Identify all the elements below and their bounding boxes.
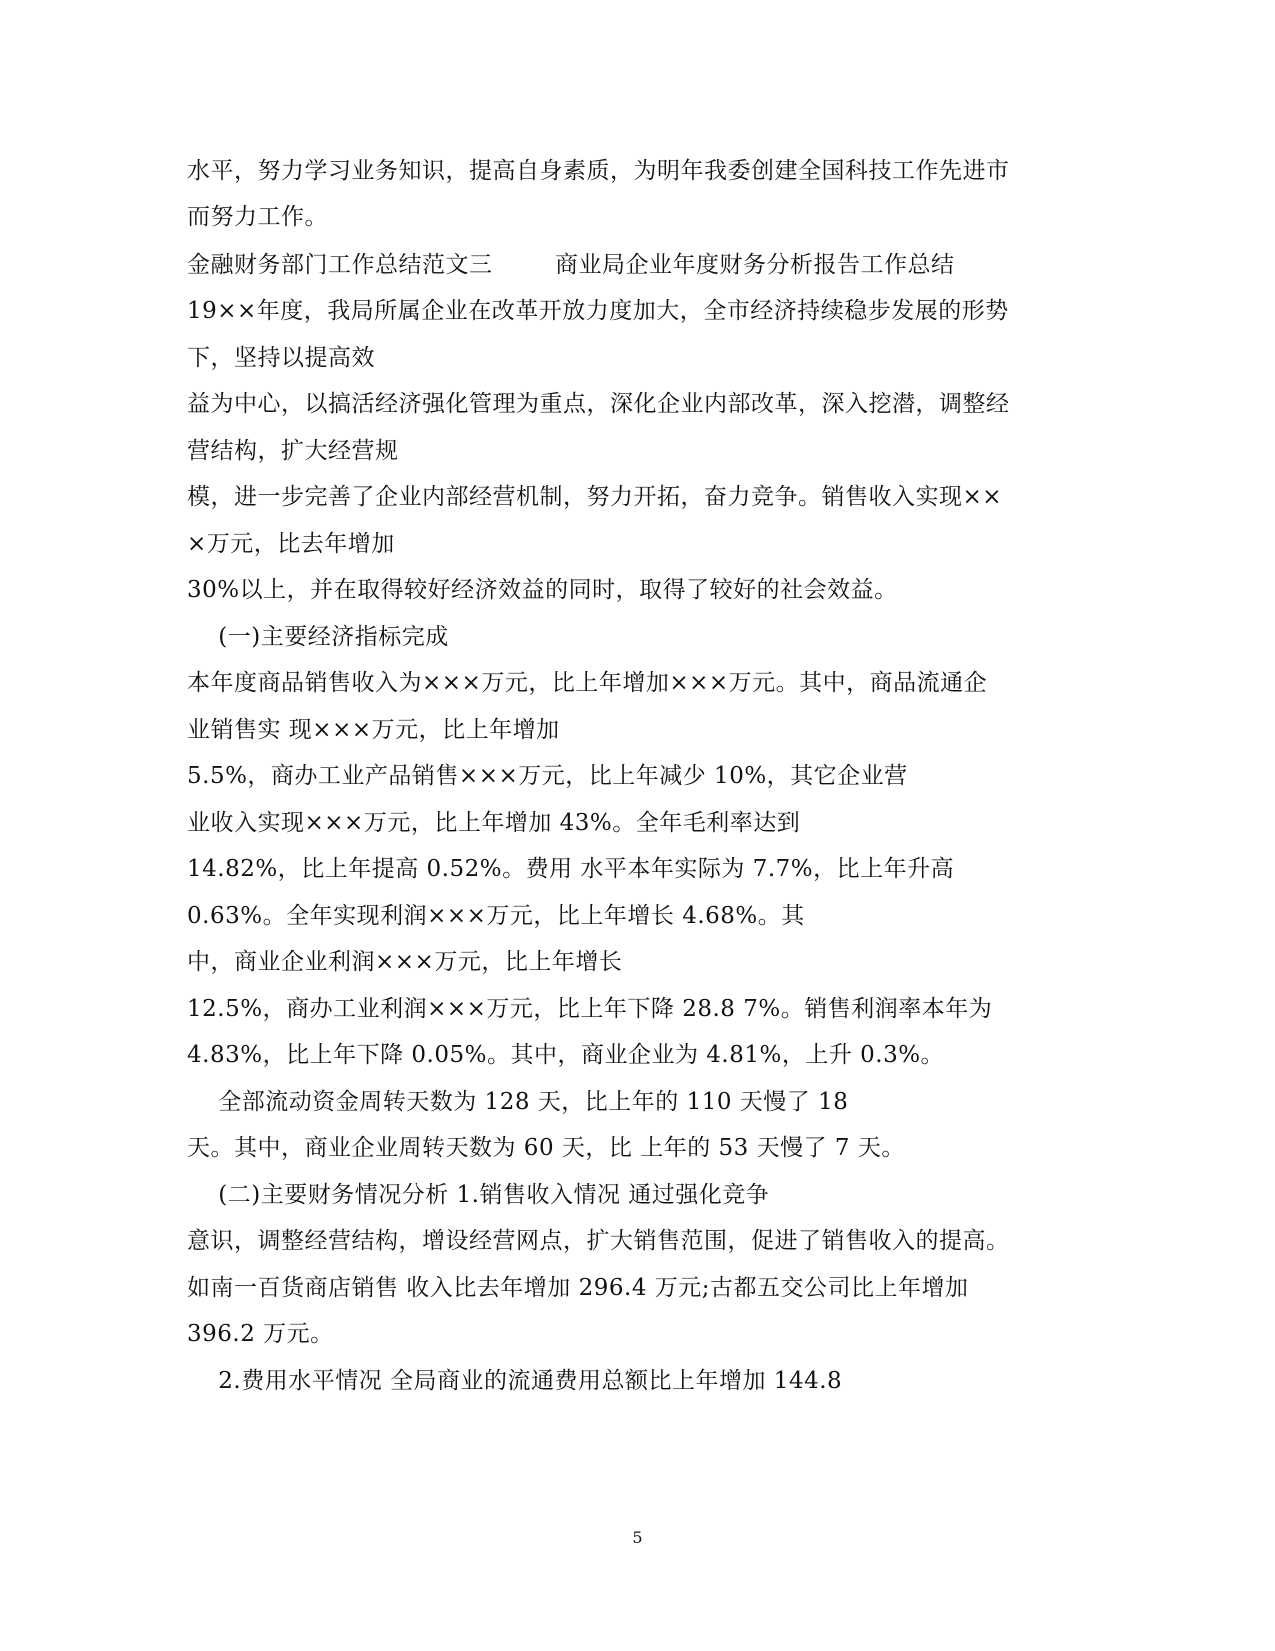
text-line: ×万元，比去年增加 — [187, 531, 395, 557]
text-line: 12.5%，商办工业利润×××万元，比上年下降 28.8 7%。销售利润率本年为 — [187, 996, 993, 1022]
text-line: 业销售实 现×××万元，比上年增加 — [187, 717, 560, 743]
text-line: 意识，调整经营结构，增设经营网点，扩大销售范围，促进了销售收入的提高。 — [187, 1228, 1010, 1254]
text-line: 14.82%，比上年提高 0.52%。费用 水平本年实际为 7.7%，比上年升高 — [187, 856, 955, 882]
subsection-heading: (一)主要经济指标完成 — [187, 624, 449, 650]
section-heading: 金融财务部门工作总结范文三 商业局企业年度财务分析报告工作总结 — [187, 252, 955, 278]
text-line: 0.63%。全年实现利润×××万元，比上年增长 4.68%。其 — [187, 903, 805, 929]
text-line: 业收入实现×××万元，比上年增加 43%。全年毛利率达到 — [187, 810, 801, 836]
text-line: 益为中心，以搞活经济强化管理为重点，深化企业内部改革，深入挖潜，调整经 — [187, 391, 1010, 417]
text-line: 而努力工作。 — [187, 204, 328, 230]
text-line: 中，商业企业利润×××万元，比上年增长 — [187, 949, 623, 975]
text-line: 本年度商品销售收入为×××万元，比上年增加×××万元。其中，商品流通企 — [187, 670, 988, 696]
text-line: 天。其中，商业企业周转天数为 60 天，比 上年的 53 天慢了 7 天。 — [187, 1135, 905, 1161]
text-line: 下，坚持以提高效 — [187, 345, 375, 371]
text-line: 30%以上，并在取得较好经济效益的同时，取得了较好的社会效益。 — [187, 577, 898, 603]
page-number: 5 — [632, 1528, 643, 1547]
text-line: 如南一百货商店销售 收入比去年增加 296.4 万元;古都五交公司比上年增加 — [187, 1275, 969, 1301]
text-line: 396.2 万元。 — [187, 1321, 334, 1347]
text-line: 营结构，扩大经营规 — [187, 438, 399, 464]
text-line: 5.5%，商办工业产品销售×××万元，比上年减少 10%，其它企业营 — [187, 763, 908, 789]
text-line: 水平，努力学习业务知识，提高自身素质，为明年我委创建全国科技工作先进市 — [187, 158, 1010, 184]
text-line: 4.83%，比上年下降 0.05%。其中，商业企业为 4.81%，上升 0.3%。 — [187, 1042, 945, 1068]
text-line: 2.费用水平情况 全局商业的流通费用总额比上年增加 144.8 — [187, 1368, 843, 1394]
subsection-heading: (二)主要财务情况分析 1.销售收入情况 通过强化竞争 — [187, 1182, 770, 1208]
text-line: 全部流动资金周转天数为 128 天，比上年的 110 天慢了 18 — [187, 1089, 849, 1115]
text-line: 19××年度，我局所属企业在改革开放力度加大，全市经济持续稳步发展的形势 — [187, 298, 1009, 324]
text-line: 模，进一步完善了企业内部经营机制，努力开拓，奋力竞争。销售收入实现×× — [187, 484, 1003, 510]
